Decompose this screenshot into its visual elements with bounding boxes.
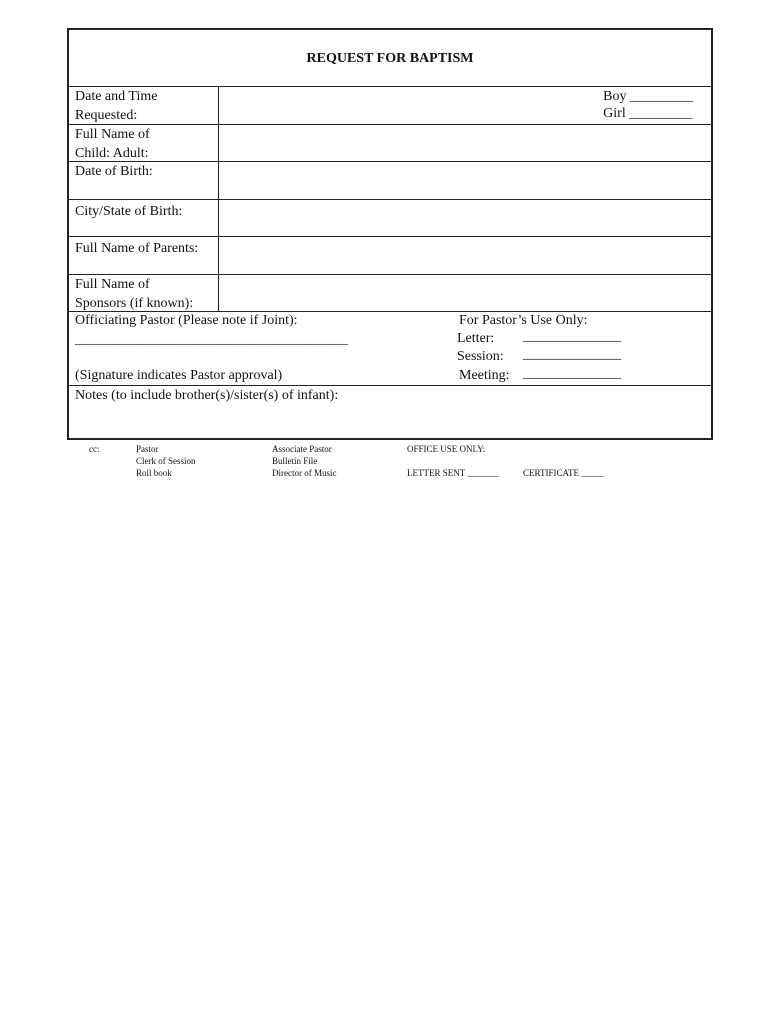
signature-line[interactable]: ____________________________________________ <box>75 331 348 346</box>
sponsors-label <box>69 275 219 311</box>
meeting-label: Meeting: <box>459 368 510 383</box>
cc-item: Roll book <box>136 468 172 478</box>
certificate-field[interactable]: CERTIFICATE _____ <box>523 468 604 478</box>
label-line: Date of Birth: <box>75 164 153 179</box>
row-full-name-child <box>69 125 711 162</box>
letter-sent-field[interactable]: LETTER SENT _______ <box>407 468 499 478</box>
row-date-of-birth <box>69 162 711 200</box>
parents-field[interactable] <box>219 237 711 274</box>
cc-item: Bulletin File <box>272 456 318 466</box>
form-title: REQUEST FOR BAPTISM <box>69 30 711 87</box>
date-of-birth-field[interactable] <box>219 162 711 199</box>
cc-item: Pastor <box>136 444 159 454</box>
row-sponsors <box>69 275 711 312</box>
pastor-use-only-label: For Pastor’s Use Only: <box>459 313 588 328</box>
office-use-only-label: OFFICE USE ONLY: <box>407 444 486 454</box>
city-state-field[interactable] <box>219 200 711 236</box>
label-line: City/State of Birth: <box>75 204 183 219</box>
letter-label: Letter: <box>457 331 495 346</box>
label-line: Full Name of Parents: <box>75 241 199 256</box>
row-parents <box>69 237 711 275</box>
date-of-birth-label <box>69 162 219 199</box>
full-name-child-label <box>69 125 219 161</box>
label-line: Sponsors (if known): <box>75 295 194 311</box>
cc-list-1 <box>136 443 196 479</box>
cc-list-2 <box>272 443 336 479</box>
notes-label: Notes (to include brother(s)/sister(s) of infant): <box>75 388 339 403</box>
row-date-time-requested <box>69 87 711 125</box>
boy-option[interactable]: Boy _________ <box>603 89 693 104</box>
cc-item: Clerk of Session <box>136 456 196 466</box>
baptism-request-form <box>67 28 713 440</box>
session-label: Session: <box>457 349 504 364</box>
parents-label <box>69 237 219 274</box>
row-city-state-birth <box>69 200 711 237</box>
label-line: Full Name of <box>75 277 150 292</box>
meeting-field[interactable]: ______________ <box>523 366 621 381</box>
label-line: Full Name of <box>75 127 150 142</box>
session-field[interactable]: ______________ <box>523 347 621 362</box>
girl-option[interactable]: Girl _________ <box>603 106 693 121</box>
sponsors-field[interactable] <box>219 275 711 311</box>
label-line: Child: Adult: <box>75 145 149 161</box>
full-name-child-field[interactable] <box>219 125 711 161</box>
cc-item: Director of Music <box>272 468 337 478</box>
officiating-pastor-label: Officiating Pastor (Please note if Joint): <box>75 313 298 328</box>
signature-note: (Signature indicates Pastor approval) <box>75 368 283 383</box>
date-time-label <box>69 87 219 124</box>
letter-field[interactable]: ______________ <box>523 329 621 344</box>
label-line: Date and Time <box>75 89 158 104</box>
city-state-label <box>69 200 219 236</box>
pastor-section <box>69 312 711 386</box>
cc-item: Associate Pastor <box>272 444 332 454</box>
date-time-field[interactable] <box>219 87 711 124</box>
cc-label: cc: <box>89 444 100 454</box>
label-line: Requested: <box>75 107 138 123</box>
gender-options <box>603 88 693 122</box>
